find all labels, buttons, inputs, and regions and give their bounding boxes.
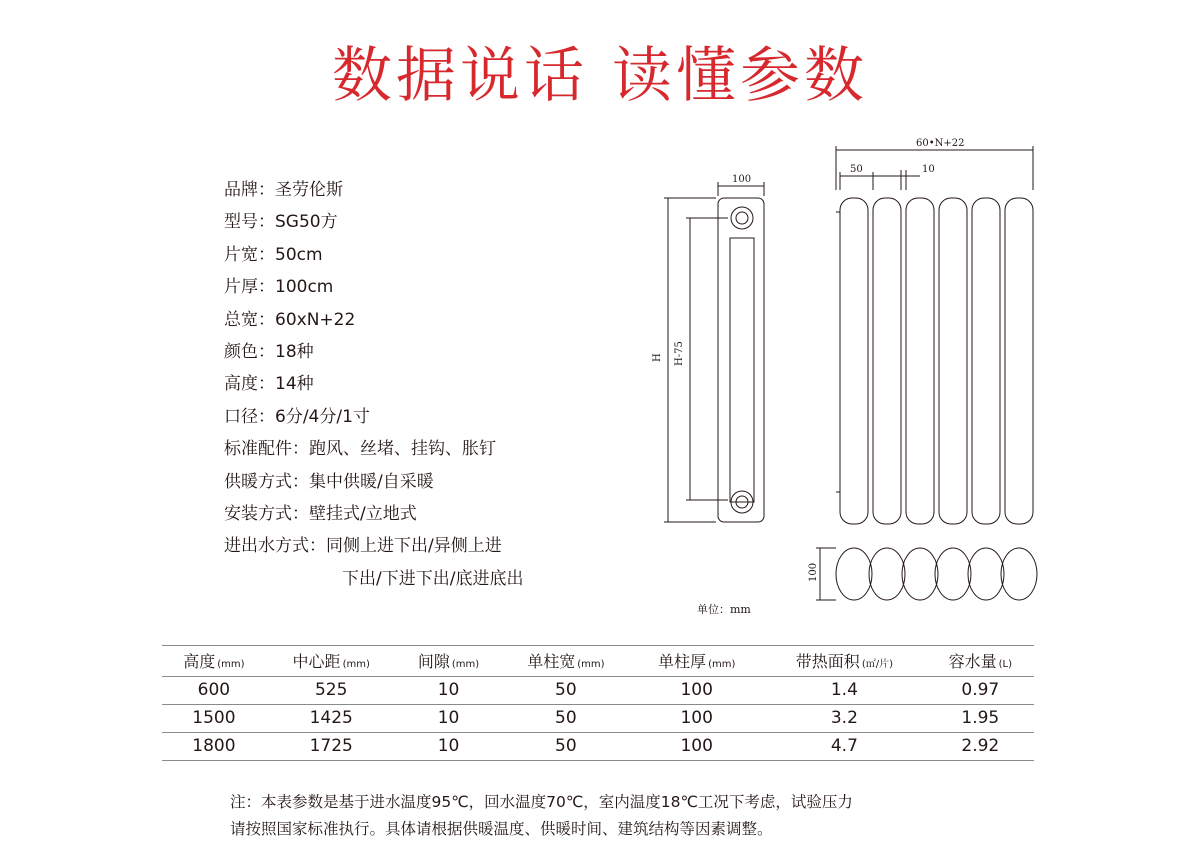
radiator-technical-drawing <box>630 130 1050 610</box>
table-header-row <box>162 646 1034 677</box>
spec-section-width: 片宽：50cm <box>224 244 323 265</box>
footnote <box>230 789 853 843</box>
table-row: 1800 1725 10 50 100 4.7 2.92 <box>162 733 1034 761</box>
spec-heights: 高度：14种 <box>224 374 314 395</box>
front-view <box>836 146 1033 524</box>
top-depth-label: 100 <box>808 562 819 582</box>
spec-brand: 品牌：圣劳伦斯 <box>224 180 343 200</box>
header-gap: 间隙 (mm) <box>417 652 480 671</box>
spec-installation: 安装方式：壁挂式/立地式 <box>224 504 417 525</box>
spec-water-inlet-continued: 下出/下进下出/底进底出 <box>342 568 524 589</box>
side-width-label: 100 <box>732 174 752 185</box>
footnote-line-2: 请按照国家标准执行。具体请根据供暖温度、供暖时间、建筑结构等因素调整。 <box>230 820 773 838</box>
spec-colors: 颜色：18种 <box>224 342 314 363</box>
spec-list <box>224 174 523 595</box>
parameter-table <box>162 645 1034 761</box>
spec-total-width: 总宽：60xN+22 <box>224 309 356 330</box>
unit-label: 单位：mm <box>697 603 751 616</box>
table-row: 1500 1425 10 50 100 3.2 1.95 <box>162 705 1034 733</box>
spec-model: 型号：SG50方 <box>224 212 338 233</box>
page-title <box>0 28 1200 114</box>
inner-height-label: H-75 <box>674 341 685 366</box>
title-sub: 读懂参数 <box>612 41 868 111</box>
header-water-capacity: 容水量 (L) <box>948 652 1013 671</box>
spec-water-inlet: 进出水方式：同侧上进下出/异侧上进 <box>224 536 502 557</box>
title-main: 数据说话 <box>332 41 588 111</box>
spec-heating-mode: 供暖方式：集中供暖/自采暖 <box>224 471 434 492</box>
footnote-line-1: 注：本表参数是基于进水温度95℃，回水温度70℃，室内温度18℃工况下考虑，试验压力 <box>230 793 853 811</box>
top-view <box>816 548 1037 600</box>
height-label: H <box>652 353 663 362</box>
header-heat-area: 带热面积 (㎡/片) <box>795 652 893 671</box>
spec-accessories: 标准配件：跑风、丝堵、挂钩、胀钉 <box>224 439 496 460</box>
spec-section-thickness: 片厚：100cm <box>224 277 334 298</box>
header-center-distance: 中心距 (mm) <box>292 652 370 671</box>
header-column-width: 单柱宽 (mm) <box>527 652 605 671</box>
table-row: 600 525 10 50 100 1.4 0.97 <box>162 677 1034 705</box>
spec-caliber: 口径：6分/4分/1寸 <box>224 406 370 427</box>
gap-label: 10 <box>922 164 935 175</box>
header-column-thickness: 单柱厚 (mm) <box>658 652 736 671</box>
radiator-diagram <box>630 130 1050 614</box>
total-width-label: 60•N+22 <box>916 138 965 149</box>
header-height: 高度 (mm) <box>183 652 245 671</box>
section-width-label: 50 <box>850 164 863 175</box>
